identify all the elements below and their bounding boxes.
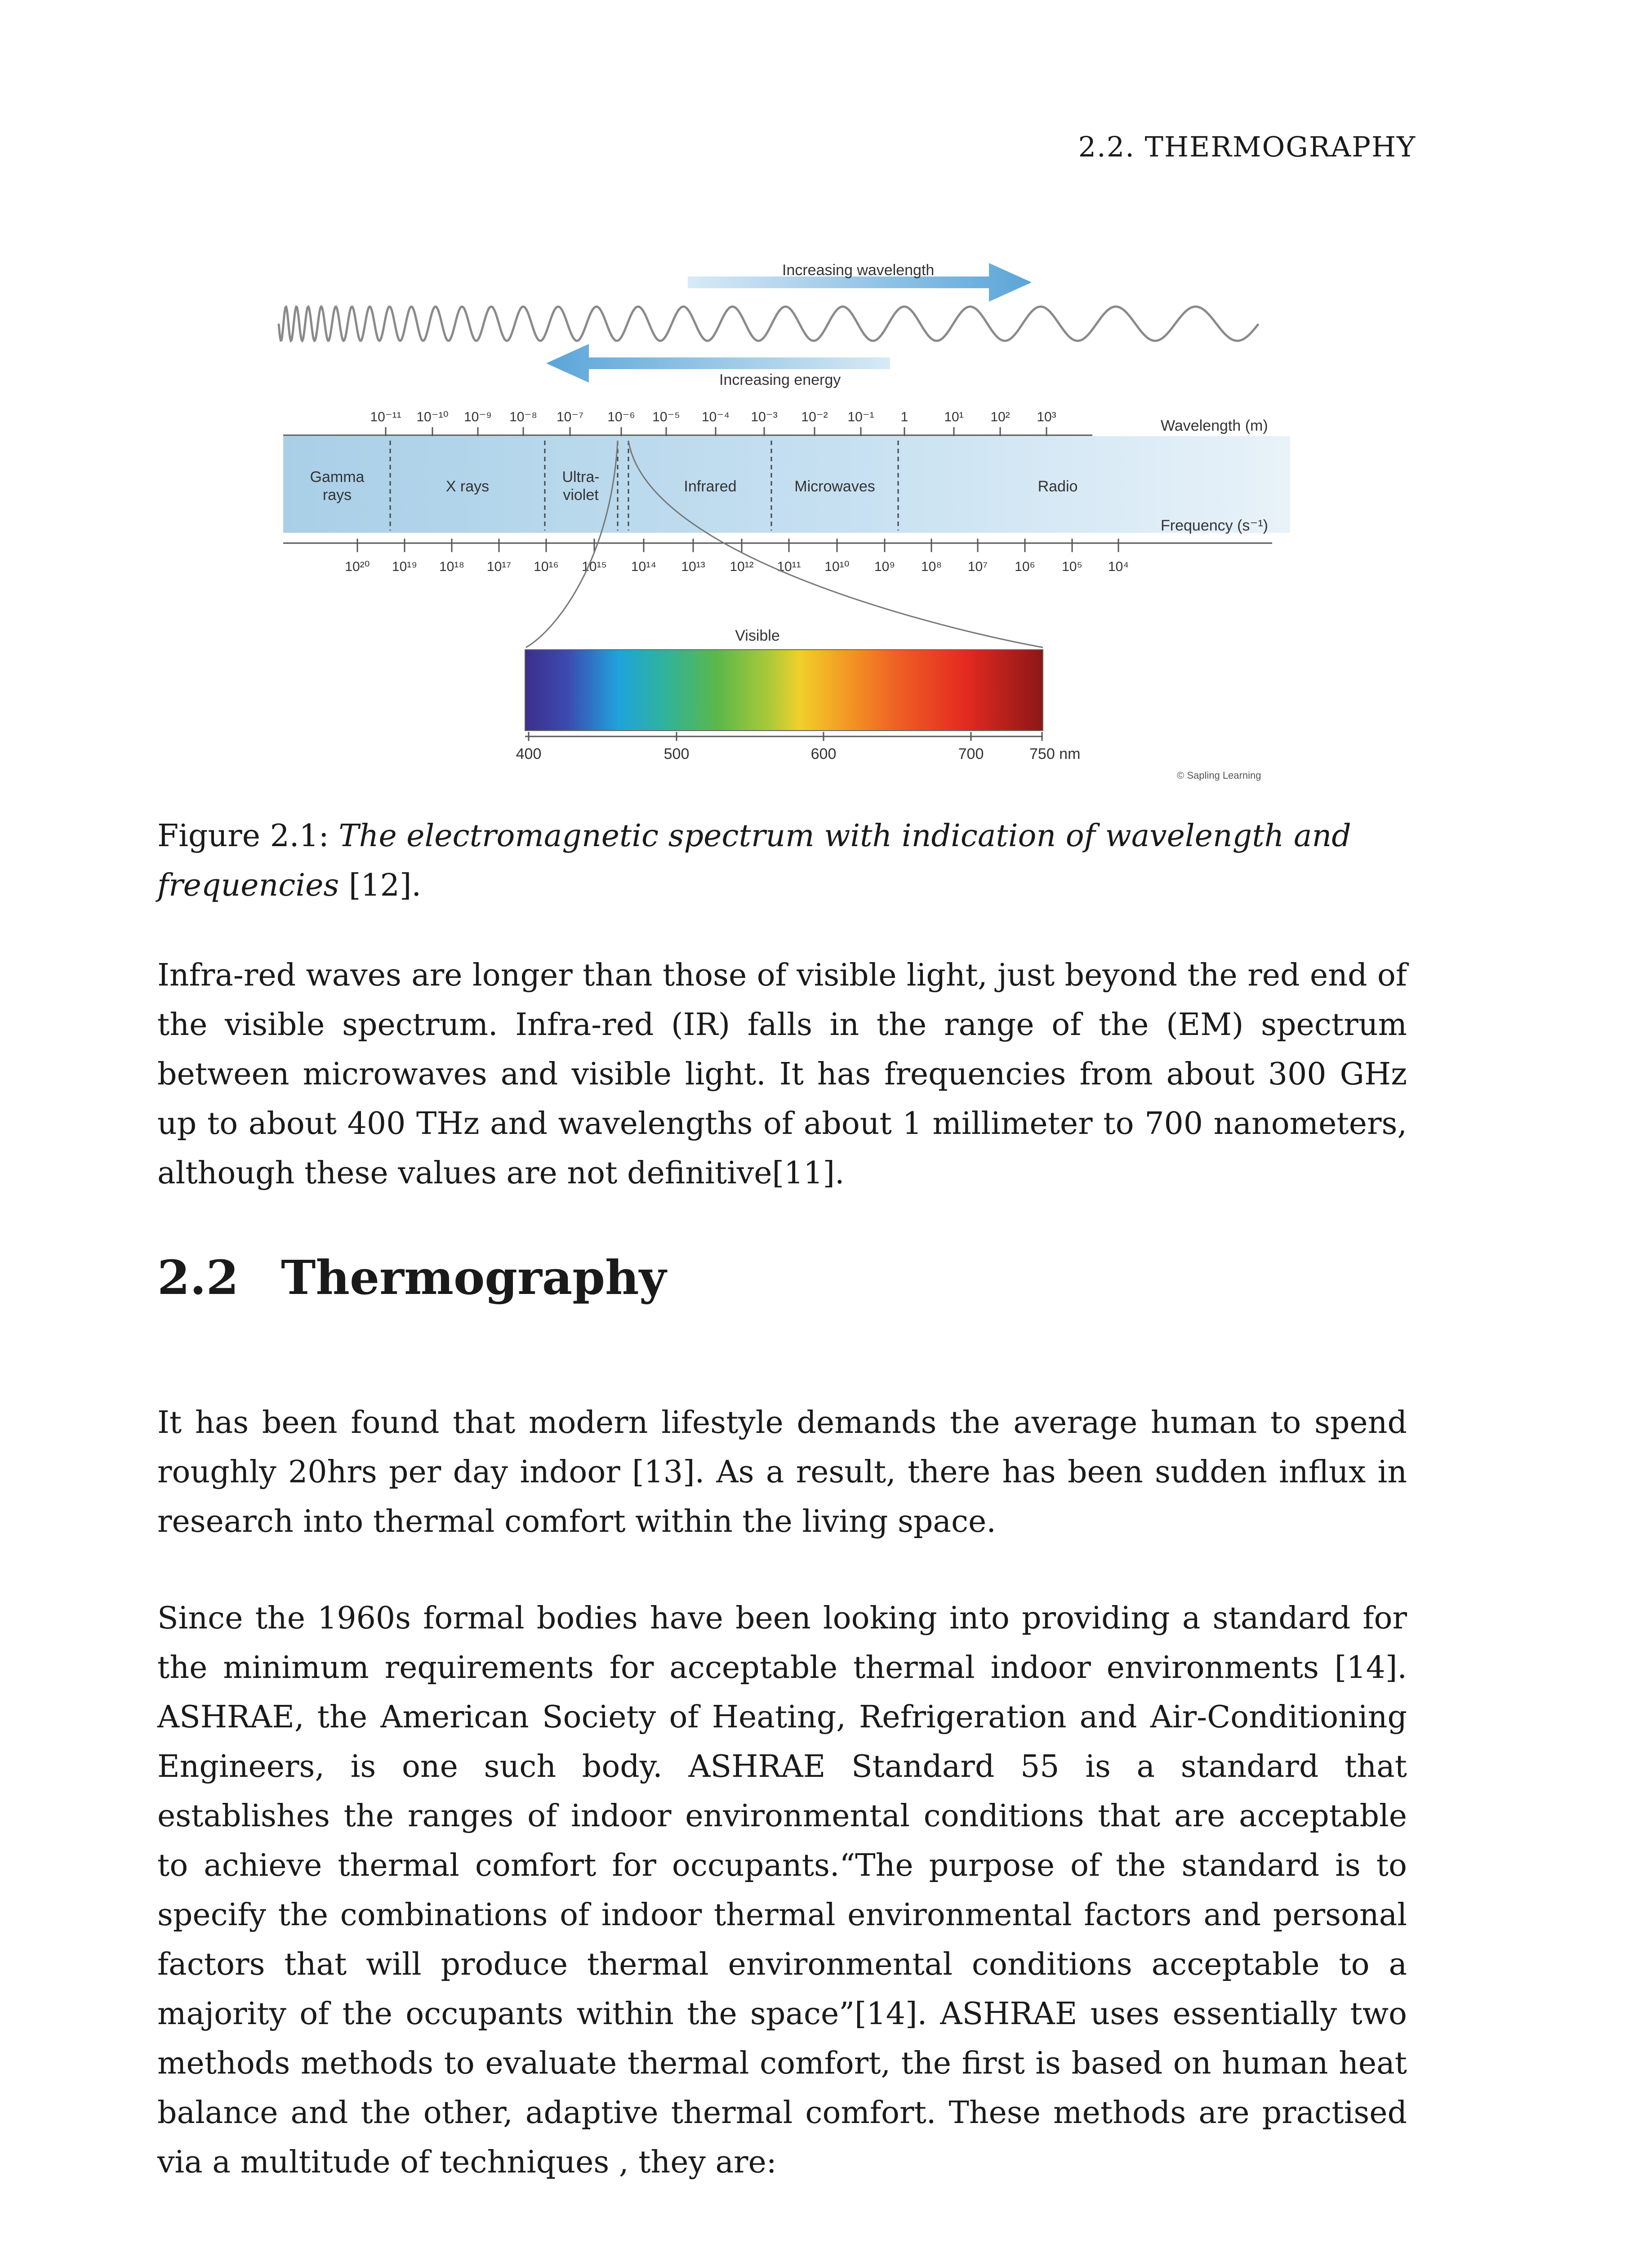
visible-spectrum-bar bbox=[525, 650, 1043, 731]
region-radio-label: Radio bbox=[1038, 478, 1078, 495]
wavelength-tick: 10⁻¹ bbox=[847, 410, 874, 424]
wavelength-axis-label: Wavelength (m) bbox=[1161, 417, 1268, 434]
caption-text: The electromagnetic spectrum with indication of wavelength and frequencies bbox=[157, 818, 1351, 903]
wavelength-tick: 10⁻⁶ bbox=[607, 410, 635, 424]
em-spectrum-figure bbox=[270, 243, 1313, 796]
visible-tick: 500 bbox=[663, 745, 690, 763]
region-gamma-label: Gamma bbox=[310, 468, 365, 486]
section-heading bbox=[157, 1250, 666, 1305]
wavelength-tick: 10⁻³ bbox=[751, 410, 778, 424]
visible-tick: 400 bbox=[516, 745, 542, 763]
wavelength-tick: 10⁻⁸ bbox=[509, 410, 537, 424]
paragraph-indoor-lifestyle: It has been found that modern lifestyle demands the average human to spend roughly 20hrs per day indoor [13]. As a result, there has been sudden influx in research into thermal comfort within the living space. bbox=[157, 1405, 1407, 1539]
visible-tick: 600 bbox=[810, 745, 837, 763]
running-header: 2.2. THERMOGRAPHY bbox=[1078, 130, 1416, 163]
frequency-tick: 10¹¹ bbox=[777, 559, 801, 574]
wavelength-tick: 10² bbox=[990, 410, 1010, 424]
frequency-tick: 10⁴ bbox=[1108, 559, 1129, 574]
em-spectrum-diagram bbox=[270, 243, 1313, 796]
wavelength-ticks bbox=[370, 410, 1056, 424]
wavelength-tick: 10⁻² bbox=[801, 410, 828, 424]
caption-reference: [12]. bbox=[339, 868, 422, 903]
frequency-tick: 10¹⁰ bbox=[824, 559, 850, 574]
frequency-ticks bbox=[345, 559, 1129, 574]
section-title: Thermography bbox=[281, 1250, 667, 1305]
wavelength-tick: 10⁻¹¹ bbox=[370, 410, 401, 424]
caption-label: Figure 2.1: bbox=[157, 818, 339, 854]
frequency-axis-label: Frequency (s⁻¹) bbox=[1161, 517, 1268, 534]
wavelength-tick: 10⁻⁹ bbox=[463, 410, 492, 424]
wavelength-tick: 1 bbox=[900, 410, 908, 424]
spectrum-band bbox=[283, 436, 1290, 533]
region-uv-label: Ultra- bbox=[562, 468, 600, 486]
wavelength-tick: 10⁻⁷ bbox=[556, 410, 584, 424]
region-gamma-label-2: rays bbox=[322, 486, 352, 504]
frequency-tick: 10⁶ bbox=[1015, 559, 1035, 574]
frequency-tick: 10¹⁹ bbox=[392, 559, 418, 574]
wavelength-tick: 10⁻⁴ bbox=[701, 410, 730, 424]
wavelength-tick: 10³ bbox=[1037, 410, 1056, 424]
visible-tick: 700 bbox=[958, 745, 984, 763]
frequency-tick: 10⁸ bbox=[921, 559, 942, 574]
region-uv-label-2: violet bbox=[563, 486, 599, 504]
frequency-tick: 10¹⁵ bbox=[582, 559, 607, 574]
frequency-tick: 10¹⁴ bbox=[631, 559, 657, 574]
wave-icon bbox=[279, 307, 1259, 341]
paragraph-ashrae: Since the 1960s formal bodies have been looking into providing a standard for the minimum requirements for acceptable thermal indoor environments [14]. ASHRAE, the American Society of Heating, Refrigeration and Air-Conditioning Engineers, is one such body. ASHRAE Standard 55 is a standard that establishes the ranges of indoor environmental conditions that are acceptable to achieve thermal comfort for occupants.“The purpose of the standard is to specify the combinations of indoor thermal environmental factors and personal factors that will produce thermal environmental conditions acceptable to a majority of the occupants within the space”[14]. ASHRAE uses essentially two methods methods to evaluate thermal comfort, the first is based on human heat balance and the other, adaptive thermal comfort. These methods are practised via a multitude of techniques , they are: bbox=[157, 1601, 1407, 2180]
paragraph-infrared: Infra-red waves are longer than those of visible light, just beyond the red end of the visible spectrum. Infra-red (IR) falls in the range of the (EM) spectrum between microwaves and visible light. It has frequencies from about 300 GHz up to about 400 THz and wavelengths of about 1 millimeter to 700 nanometers, although these values are not definitive[11]. bbox=[157, 958, 1407, 1191]
wavelength-tick: 10¹ bbox=[944, 410, 964, 424]
visible-label: Visible bbox=[735, 627, 780, 644]
frequency-tick: 10²⁰ bbox=[345, 559, 370, 574]
region-microwaves-label: Microwaves bbox=[794, 478, 875, 495]
section-number: 2.2 bbox=[157, 1250, 239, 1305]
increasing-wavelength-label: Increasing wavelength bbox=[782, 262, 935, 279]
region-xrays-label: X rays bbox=[445, 478, 490, 495]
figure-caption bbox=[157, 812, 1407, 910]
increasing-energy-label: Increasing energy bbox=[719, 371, 841, 388]
frequency-tick: 10⁹ bbox=[874, 559, 895, 574]
frequency-tick: 10¹⁶ bbox=[534, 559, 559, 574]
frequency-tick: 10¹⁸ bbox=[439, 559, 465, 574]
wavelength-tick: 10⁻⁵ bbox=[652, 410, 680, 424]
frequency-tick: 10¹⁷ bbox=[486, 559, 512, 574]
image-credit: © Sapling Learning bbox=[1177, 770, 1261, 781]
wavelength-tick: 10⁻¹⁰ bbox=[416, 410, 449, 424]
visible-tick: 750 nm bbox=[1029, 745, 1081, 763]
region-infrared-label: Infrared bbox=[684, 478, 737, 495]
frequency-tick: 10⁵ bbox=[1062, 559, 1082, 574]
frequency-tick: 10¹² bbox=[730, 559, 754, 574]
frequency-tick: 10⁷ bbox=[967, 559, 988, 574]
frequency-tick: 10¹³ bbox=[681, 559, 705, 574]
